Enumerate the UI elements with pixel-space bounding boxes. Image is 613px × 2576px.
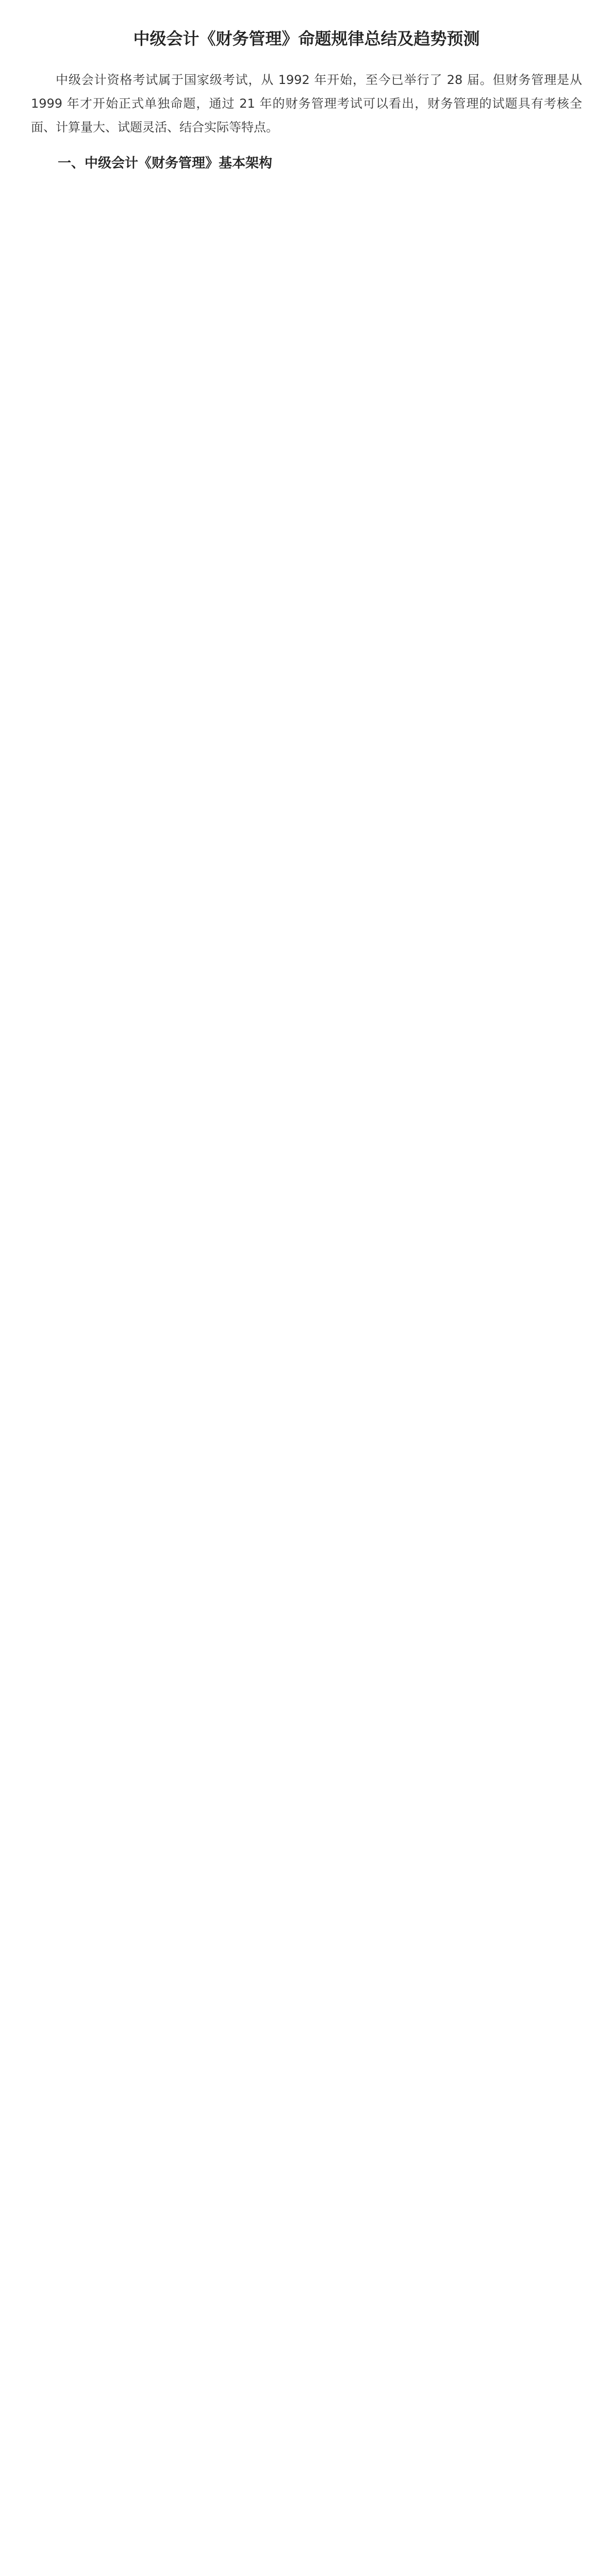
document-title: 中级会计《财务管理》命题规律总结及趋势预测: [133, 29, 480, 48]
section-title-structure: 一、中级会计《财务管理》基本架构: [58, 156, 273, 171]
document-page: [0, 0, 613, 219]
intro-paragraph: 中级会计资格考试属于国家级考试，从 1992 年开始，至今已举行了 28 届。但财务管理是从 1999 年才开始正式单独命题，通过 21 年的财务管理考试可以看出，财务管理的试题具有考核全面、计算量大、试题灵活、结合实际等特点。: [31, 73, 582, 134]
